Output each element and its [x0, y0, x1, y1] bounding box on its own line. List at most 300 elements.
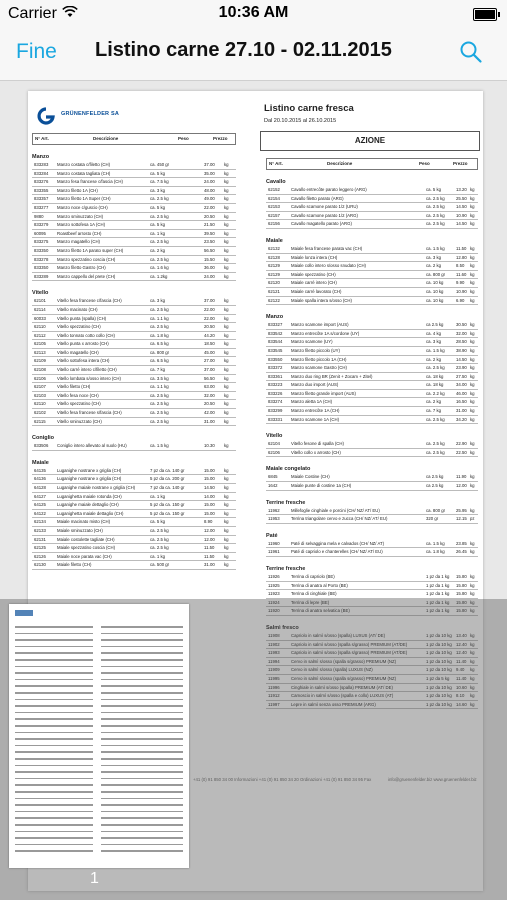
- table-row: [32, 375, 236, 384]
- price-unit: kg: [224, 476, 229, 482]
- article-number: 833279: [34, 222, 49, 228]
- product-weight: ca. 2.5 kg: [426, 221, 445, 227]
- product-description: Manzo filetto piccolo 1A (CH): [291, 356, 347, 362]
- product-description: Vitello tonnato cotto collo (CH): [57, 332, 115, 338]
- product-price: 10.60: [456, 684, 467, 690]
- product-weight: 1 pz da 10 kg: [426, 632, 452, 638]
- table-row: [32, 195, 236, 204]
- article-number: 11961: [268, 549, 280, 555]
- company-logo: [33, 107, 123, 125]
- product-price: 26.45: [456, 549, 467, 555]
- article-number: 833277: [34, 204, 49, 210]
- price-unit: kg: [470, 221, 475, 227]
- article-number: 62109: [34, 358, 46, 364]
- table-row: [32, 256, 236, 265]
- product-weight: ca. 1.5 kg: [150, 443, 169, 449]
- price-unit: kg: [470, 599, 475, 605]
- product-weight: ca. 500 gr: [150, 562, 170, 568]
- product-price: 46.00: [456, 390, 467, 396]
- product-price: 14.50: [204, 485, 215, 490]
- product-weight: ca. 3.5 kg: [150, 375, 169, 381]
- article-number: 64135: [34, 467, 46, 473]
- thumbnail-text-line: [101, 771, 183, 773]
- article-number: 64128: [34, 485, 46, 490]
- price-unit: kg: [470, 245, 475, 251]
- product-weight: ca. 2.5 kg: [426, 416, 445, 422]
- table-row: [32, 306, 236, 315]
- product-description: Manzo filetto Gastro (CH): [57, 265, 106, 271]
- product-description: Vitello fesa francese c/fascia (CH): [57, 298, 122, 304]
- price-unit: kg: [224, 349, 229, 355]
- product-weight: ca. 6.5 kg: [150, 341, 169, 347]
- table-row: [266, 347, 478, 356]
- product-weight: ca. 6.5 kg: [150, 358, 169, 364]
- table-row: [266, 245, 478, 254]
- product-price: 22.00: [204, 204, 215, 210]
- product-price: 44.20: [204, 332, 215, 338]
- product-description: Manzo noce c/guscio (CH): [57, 204, 108, 210]
- product-weight: ca. 1 kg: [150, 230, 166, 236]
- table-row: [266, 473, 478, 482]
- price-unit: kg: [470, 675, 475, 681]
- thumbnail-text-line: [15, 626, 93, 628]
- product-weight: ca. 5 kg: [150, 222, 166, 228]
- section-heading: Paté: [266, 532, 278, 539]
- thumbnail-bar: [0, 599, 507, 900]
- article-number: 64136: [34, 476, 46, 482]
- article-number: 62112: [34, 332, 46, 338]
- product-description: Paté di selvaggina mela e calvados (CH/ NZ/ AT): [291, 540, 385, 546]
- product-description: Cervo in salmì s/osso (spalla) LUXUS (NZ): [291, 667, 373, 673]
- thumbnail-text-line: [101, 725, 183, 727]
- article-number: 62121: [268, 288, 280, 294]
- product-weight: ca. 2.5 kg: [426, 195, 445, 201]
- table-row: [32, 527, 236, 536]
- price-unit: kg: [470, 204, 475, 210]
- product-description: Manzo filetto 1A Super (CH): [57, 196, 111, 202]
- product-weight: ca. 1.5 kg: [426, 540, 445, 546]
- product-price: 15.00: [204, 502, 215, 508]
- thumbnail-text-line: [101, 844, 183, 846]
- product-description: Luganighe nostrane x griglia (CH): [57, 467, 122, 473]
- product-price: 6.90: [456, 297, 465, 303]
- table-row: [32, 418, 236, 427]
- table-row: [32, 213, 236, 222]
- price-unit: kg: [470, 507, 475, 513]
- product-description: Vitello macinato (CH): [57, 306, 98, 312]
- table-row: [32, 400, 236, 409]
- price-unit: kg: [224, 519, 229, 525]
- article-number: 833350: [34, 265, 49, 271]
- article-number: 62128: [268, 254, 280, 260]
- product-weight: ca. 2.5 kg: [426, 204, 445, 210]
- product-description: Maiale lonza intera (CH): [291, 254, 338, 260]
- product-description: Manzo costata tagliata (CH): [57, 170, 111, 176]
- product-description: Vitello filetto (CH): [57, 384, 91, 390]
- product-description: Manzo entrecôte 1A s/cordone (UY): [291, 330, 360, 336]
- table-row: [266, 195, 478, 204]
- product-weight: ca. 2.5 kg: [150, 401, 169, 407]
- product-weight: 1 pz da 10 kg: [426, 701, 452, 707]
- product-description: Terrina di lepre (BE): [291, 599, 330, 605]
- battery-icon: [473, 8, 497, 21]
- page-thumbnail[interactable]: [9, 604, 189, 868]
- product-price: 37.00: [204, 298, 215, 304]
- price-unit: kg: [470, 212, 475, 218]
- thumbnail-text-line: [101, 666, 183, 668]
- article-number: 11902: [268, 641, 280, 647]
- price-unit: pz: [470, 516, 475, 522]
- product-description: Maiale Costine (CH): [291, 474, 330, 480]
- article-number: 62103: [34, 392, 46, 398]
- product-price: 11.40: [456, 658, 467, 664]
- product-price: 14.60: [456, 701, 467, 707]
- article-number: 62122: [268, 297, 280, 303]
- product-weight: ca. 3 kg: [150, 298, 166, 304]
- product-price: 22.50: [456, 449, 467, 455]
- document-title: Listino carne 27.10 - 02.11.2015: [95, 39, 392, 61]
- price-unit: kg: [224, 247, 229, 253]
- article-number: 62108: [34, 367, 46, 373]
- table-row: [266, 271, 478, 280]
- article-number: 833542: [268, 330, 283, 336]
- product-price: 16.50: [456, 399, 467, 405]
- product-description: Maiale carré intero (CH): [291, 280, 337, 286]
- article-number: 833327: [268, 322, 283, 328]
- product-weight: ca. 2 kg: [150, 247, 166, 253]
- product-price: 10.90: [456, 288, 467, 294]
- product-weight: ca. 5 kg: [150, 519, 166, 525]
- product-description: Manzo magatello (CH): [57, 239, 100, 245]
- table-row: [32, 332, 236, 341]
- price-unit: kg: [470, 399, 475, 405]
- article-number: 11993: [268, 650, 280, 656]
- product-price: 15.80: [456, 582, 467, 588]
- product-weight: ca. 2.5 kg: [150, 239, 169, 245]
- product-description: Vitello punta x arrosto (CH): [57, 341, 109, 347]
- price-unit: kg: [470, 449, 475, 455]
- product-price: 27.50: [456, 373, 467, 379]
- product-weight: 5 pz da ca. 150 gr: [150, 510, 185, 516]
- product-description: Maiale collo intero s/osso snudato (CH): [291, 263, 366, 269]
- product-price: 39.50: [204, 230, 215, 236]
- article-number: 62129: [268, 271, 280, 277]
- product-weight: ca. 4 kg: [426, 330, 442, 336]
- product-price: 23.85: [456, 540, 467, 546]
- section-heading: Salmì fresco: [266, 624, 299, 631]
- product-price: 22.00: [204, 306, 215, 312]
- price-unit: kg: [224, 196, 229, 202]
- product-price: 8.90: [204, 519, 213, 525]
- article-number: 62131: [34, 536, 46, 542]
- table-row: [32, 247, 236, 256]
- product-price: 25.50: [456, 195, 467, 201]
- price-unit: kg: [224, 256, 229, 262]
- product-weight: ca. 5 kg: [150, 170, 166, 176]
- product-price: 15.80: [456, 599, 467, 605]
- product-description: Vitello collo x arrosto (CH): [291, 449, 341, 455]
- price-unit: kg: [470, 330, 475, 336]
- product-price: 12.15: [456, 516, 467, 522]
- article-number: 62106: [34, 375, 46, 381]
- thumbnail-text-line: [15, 738, 93, 740]
- price-unit: kg: [470, 632, 475, 638]
- table-row: [32, 349, 236, 358]
- article-number: 833274: [268, 399, 283, 405]
- product-price: 10.90: [456, 212, 467, 218]
- thumbnail-text-line: [15, 646, 93, 648]
- article-number: 833283: [34, 162, 49, 167]
- price-unit: kg: [224, 213, 229, 219]
- table-row: [266, 515, 478, 524]
- article-number: 11912: [268, 693, 280, 699]
- table-row: [32, 230, 236, 239]
- article-number: 833544: [268, 339, 283, 345]
- product-weight: ca. 2.5 kg: [150, 306, 169, 312]
- article-number: 833372: [268, 365, 283, 371]
- status-bar: [0, 0, 507, 28]
- product-weight: ca. 2.5 kg: [426, 212, 445, 218]
- article-number: 833223: [268, 382, 283, 388]
- product-weight: ca. 1.1 kg: [150, 315, 169, 321]
- article-number: 62110: [34, 324, 46, 330]
- article-number: 11960: [268, 540, 280, 546]
- price-unit: kg: [224, 418, 229, 424]
- thumbnail-text-line: [15, 778, 93, 780]
- table-row: [32, 187, 236, 196]
- price-unit: kg: [470, 591, 475, 597]
- thumbnail-text-line: [15, 705, 93, 707]
- product-price: 8.10: [456, 693, 465, 699]
- table-header: [32, 133, 236, 145]
- product-description: Cavallo magatello parato (ARG): [291, 221, 352, 227]
- article-number: 62106: [268, 449, 280, 455]
- product-price: 13.40: [456, 632, 467, 638]
- price-unit: kg: [470, 549, 475, 555]
- thumbnail-text-line: [101, 659, 183, 661]
- thumbnail-text-line: [101, 626, 183, 628]
- product-weight: ca. 800 gr: [150, 349, 170, 355]
- table-row: [32, 161, 236, 170]
- product-description: Manzo fesa francese c/fascia (CH): [57, 179, 123, 185]
- product-weight: ca. 450 gr: [150, 162, 170, 167]
- price-unit: kg: [224, 315, 229, 321]
- product-price: 48.00: [204, 187, 215, 193]
- thumbnail-text-line: [15, 758, 93, 760]
- thumbnail-text-line: [15, 824, 93, 826]
- thumbnail-text-line: [15, 791, 93, 793]
- thumbnail-text-line: [15, 699, 93, 701]
- article-number: 11995: [268, 675, 280, 681]
- price-unit: kg: [224, 502, 229, 508]
- product-weight: 1 pz da 1 kg: [426, 574, 450, 579]
- product-weight: ca. 3 kg: [426, 339, 442, 345]
- thumbnail-text-line: [101, 811, 183, 813]
- price-unit: kg: [470, 641, 475, 647]
- product-price: 38.90: [456, 347, 467, 353]
- company-name: GRÜNENFELDER SA: [61, 111, 120, 117]
- product-description: Manzo filetto piccolo (UY): [291, 347, 340, 353]
- article-number: 11997: [268, 701, 280, 707]
- product-description: Lepre in salmì senza osso PREMIUM (ARG): [291, 701, 376, 707]
- table-row: [266, 220, 478, 229]
- thumbnail-text-line: [101, 751, 183, 753]
- product-price: 12.40: [456, 641, 467, 647]
- product-description: Manzo sminuzzato (CH): [57, 213, 104, 219]
- product-description: Luganighe nostrane x griglia (CH): [57, 476, 122, 482]
- product-weight: ca. 2.5 kg: [150, 418, 169, 424]
- article-number: 62130: [34, 562, 46, 568]
- product-weight: ca. 3 kg: [150, 187, 166, 193]
- product-description: Capriolo in salmì s/osso (spalla s/grasso) PREMIUM (AT/DE): [291, 650, 408, 656]
- product-weight: ca. 2.5 kg: [150, 410, 169, 416]
- product-price: 15.00: [204, 476, 215, 482]
- product-price: 8.50: [456, 263, 465, 269]
- product-weight: 7 pz da ca. 140 gr: [150, 485, 185, 490]
- thumbnail-text-line: [101, 679, 183, 681]
- done-button[interactable]: Fine: [16, 40, 57, 63]
- product-weight: 1 pz da 10 kg: [426, 667, 452, 673]
- product-price: 20.50: [204, 401, 215, 407]
- section-heading: Vitello: [32, 290, 49, 297]
- product-description: Maiale spezzatino (CH): [291, 271, 336, 277]
- pdf-viewer[interactable]: [0, 81, 507, 900]
- product-description: Vitello fesa noce (CH): [57, 392, 99, 398]
- product-weight: ca. 2.5 kg: [426, 365, 445, 371]
- table-row: [32, 383, 236, 392]
- price-unit: kg: [224, 306, 229, 312]
- thumbnail-text-line: [101, 652, 183, 654]
- price-unit: kg: [224, 298, 229, 304]
- section-heading: Maiale: [266, 237, 283, 244]
- product-price: 23.50: [204, 239, 215, 245]
- product-weight: 1 pz da 10 kg: [426, 641, 452, 647]
- product-weight: 5 pz da ca. 200 gr: [150, 476, 185, 482]
- status-time: 10:36 AM: [218, 4, 289, 21]
- product-description: Cavallo scamone parato 1/2 (URU): [291, 204, 358, 210]
- table-row: [32, 510, 236, 519]
- product-weight: ca. 5 kg: [150, 204, 166, 210]
- header-prezzo: Prezzo: [213, 136, 228, 141]
- article-number: 9880: [34, 213, 44, 219]
- product-price: 63.00: [204, 384, 215, 390]
- section-heading: Terrine fresche: [266, 499, 306, 506]
- product-description: Maiale noce parata vac (CH): [57, 553, 112, 559]
- thumbnail-text-line: [101, 817, 183, 819]
- product-price: 13.20: [456, 187, 467, 192]
- price-unit: kg: [224, 401, 229, 407]
- product-description: Manzo cappello del prete (CH): [57, 273, 116, 279]
- article-number: 833331: [268, 416, 283, 422]
- product-description: Cavallo scamone parato 1/2 (ARG): [291, 212, 358, 218]
- product-weight: ca. 1.5 kg: [426, 245, 445, 251]
- section-heading: Maiale congelato: [266, 466, 311, 473]
- product-description: Maiale spezzatino coscia (CH): [57, 545, 116, 551]
- thumbnail-text-line: [15, 804, 93, 806]
- azione-banner: AZIONE: [260, 131, 480, 151]
- product-weight: ca. 1.8 kg: [426, 549, 445, 555]
- product-weight: ca. 10 kg: [426, 288, 444, 294]
- article-number: 11994: [268, 658, 280, 664]
- article-number: 60033: [34, 315, 46, 321]
- product-description: Vitello fesa francese s/fascia (CH): [57, 410, 122, 416]
- section-heading: Manzo: [32, 154, 50, 160]
- product-price: 11.50: [204, 553, 215, 559]
- product-weight: ca. 5 kg: [426, 187, 442, 192]
- table-row: [266, 288, 478, 297]
- product-price: 32.00: [456, 330, 467, 336]
- article-number: 62153: [268, 204, 280, 210]
- product-weight: ca. 1.5 kg: [426, 347, 445, 353]
- thumbnail-text-line: [101, 824, 183, 826]
- product-weight: ca. 2.5 kg: [150, 213, 169, 219]
- product-description: Manzo scamone 1A (CH): [291, 416, 339, 422]
- price-unit: kg: [224, 239, 229, 245]
- article-number: 62113: [34, 349, 46, 355]
- table-row: [266, 297, 478, 306]
- price-unit: kg: [470, 322, 475, 328]
- article-number: 62126: [34, 553, 46, 559]
- table-header: [266, 158, 478, 170]
- article-number: 11920: [268, 608, 280, 614]
- product-description: Roastbeef arrosto (CH): [57, 230, 102, 236]
- header-art: N° Art.: [269, 161, 283, 166]
- product-description: Maiale fesa francese parata vac (CH): [291, 245, 363, 251]
- product-weight: 5 pz da ca. 150 gr: [150, 502, 185, 508]
- thumbnail-text-line: [101, 646, 183, 648]
- product-price: 32.00: [204, 392, 215, 398]
- search-icon[interactable]: [459, 40, 483, 64]
- thumbnail-text-line: [15, 725, 93, 727]
- product-price: 15.80: [456, 574, 467, 579]
- article-number: 11926: [268, 574, 280, 579]
- thumbnail-text-line: [15, 751, 93, 753]
- product-description: Manzo entrecôte 1A (CH): [291, 408, 340, 414]
- table-row: [32, 323, 236, 332]
- product-description: Camoscio in salmì s/osso (spalla e collo) LUXUS (AT): [291, 693, 394, 699]
- table-row: [266, 279, 478, 288]
- price-unit: kg: [470, 254, 475, 260]
- product-description: Vitello punta (spalla) (CH): [57, 315, 107, 321]
- article-number: 11909: [268, 667, 280, 673]
- article-number: 62129: [268, 263, 280, 269]
- product-description: Maiale filetto (CH): [57, 562, 92, 568]
- product-weight: ca. 1.6 kg: [150, 265, 169, 271]
- price-unit: kg: [224, 265, 229, 271]
- table-row: [32, 221, 236, 230]
- price-unit: kg: [224, 367, 229, 373]
- product-weight: ca. 800 gr: [426, 271, 446, 277]
- table-row: [266, 449, 478, 458]
- product-price: 18.50: [204, 341, 215, 347]
- price-unit: kg: [470, 658, 475, 664]
- price-unit: kg: [470, 347, 475, 353]
- thumbnail-text-line: [15, 685, 93, 687]
- price-unit: kg: [224, 187, 229, 193]
- table-row: [266, 262, 478, 271]
- table-row: [266, 321, 478, 330]
- price-unit: kg: [224, 527, 229, 533]
- table-row: [266, 507, 478, 516]
- product-price: 12.80: [456, 254, 467, 260]
- thumbnail-text-line: [15, 718, 93, 720]
- article-number: 833289: [34, 273, 49, 279]
- footer-contacts: +41 (0) 91 850 34 00 Informazioni +41 (0) 91 850 34 20 Ordinazioni +41 (0) 91 850 34 95 Fax: [193, 777, 372, 782]
- product-price: 15.00: [204, 467, 215, 473]
- table-row: [266, 482, 478, 491]
- price-unit: kg: [224, 170, 229, 176]
- table-row: [266, 540, 478, 549]
